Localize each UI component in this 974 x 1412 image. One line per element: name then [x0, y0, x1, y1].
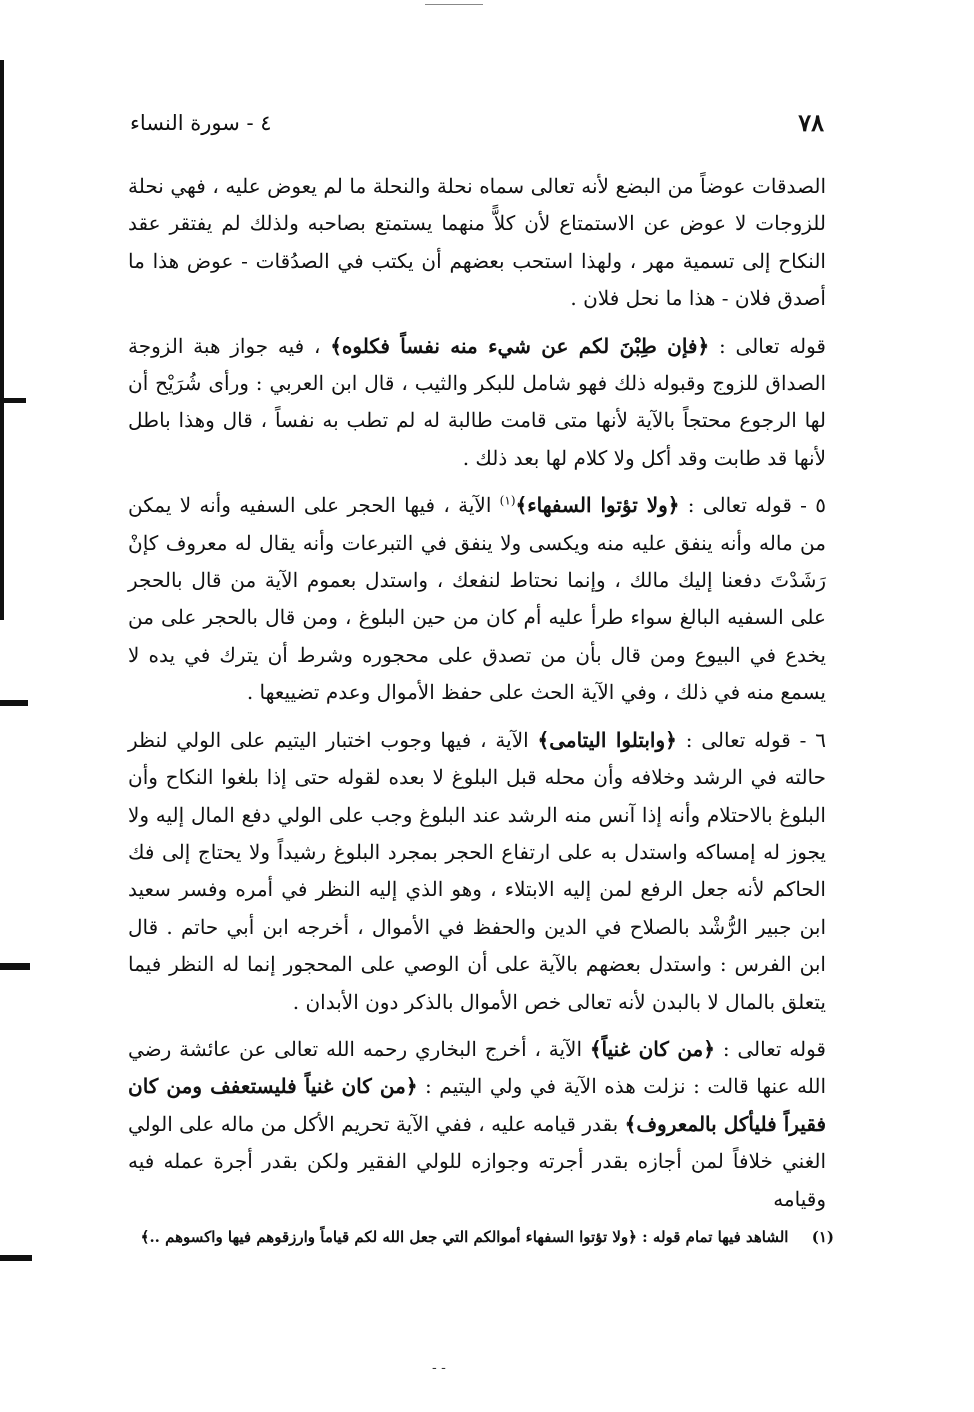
paragraph	[128, 168, 826, 318]
paragraph-text: قوله تعالى :	[709, 333, 826, 358]
paragraph-text: ٥ - قوله تعالى :	[679, 493, 826, 518]
binding-tick	[0, 963, 30, 970]
binding-tick	[0, 700, 28, 706]
footnote-number: (١)	[811, 1228, 834, 1246]
quran-verse: ﴿من كان غنياً فليستعفف ومن كان فقيراً فليأكل بالمعروف﴾	[128, 1074, 826, 1136]
paragraph-text: قوله تعالى :	[715, 1036, 826, 1061]
quran-verse: ﴿ولا تؤتوا السفهاء﴾	[515, 493, 680, 518]
quran-verse: ﴿من كان غنياً﴾	[589, 1036, 715, 1061]
paragraph-text: الآية ، فيها وجوب اختبار اليتيم على الولي لنظر حالته في الرشد وخلافه وأن محله قبل البلوغ لا بعده لقوله حتى إذا بلغوا النكاح وأن البلوغ بالاحتلام وأنه إذا آنس منه الرشد عند البلوغ وجب على الولي دفع المال إليه ولا يجوز له إمساكه واستدل به على ارتفاع الحجر بمجرد البلوغ رشيداً ولا يحتاج إلى فك الحاكم لأنه جعل الرفع لمن إليه الابتلاء ، وهو الذي إليه النظر في أمره وفسر سعيد ابن جبير الرُّشْد بالصلاح في الدين والحفظ في الأموال ، أخرجه ابن أبي حاتم . قال ابن الفرس : واستدل بعضهم بالآية على أن الوصي على المحجور إنما له النظر فيما يتعلق بالمال لا بالبدن لأنه تعالى خص الأموال بالذكر دون الأبدان .	[128, 727, 827, 1014]
body-text	[128, 168, 826, 1228]
binding-tick	[0, 398, 26, 403]
paragraph	[128, 328, 826, 478]
binding-mark	[0, 60, 4, 620]
paragraph-text: ٦ - قوله تعالى :	[676, 727, 826, 752]
paragraph	[128, 1031, 826, 1218]
paragraph-text: ، فيه جواز هبة الزوجة الصداق للزوج وقبوله ذلك فهو شامل للبكر والثيب ، قال ابن العربي : ورأى شُرَيْح أن لها الرجوع محتجاً بالآية لأنها متى قامت طالبة له لم تطب به نفساً ، قال وهذا باطل لأنها قد طابت وقد أكل ولا كلام لها بعد ذلك .	[128, 333, 826, 470]
paragraph-text: الآية ، أخرج البخاري رحمه الله تعالى عن عائشة رضي الله عنها قالت : نزلت هذه الآية في ولي اليتيم :	[128, 1036, 826, 1099]
bottom-mark: - -	[432, 1360, 446, 1376]
page-header	[130, 108, 824, 137]
quran-verse: ﴿فإن طِبْنَ لكم عن شيء منه نفساً فكلوه﴾	[330, 333, 710, 358]
paragraph	[128, 722, 826, 1021]
quran-verse: ﴿وابتلوا اليتامى﴾	[537, 727, 677, 752]
paragraph	[128, 487, 826, 711]
paragraph-text: بقدر قيامه عليه ، ففي الآية تحريم الأكل من ماله على الولي الغني خلافاً لمن أجازه بقدر أجرته وجوازه للولي الفقير ولكن بقدر أجرة عمله فيه وقيامه	[128, 1111, 826, 1211]
page-number: ٧٨	[798, 108, 824, 137]
footnote-text: الشاهد فيها تمام قوله : ﴿ولا تؤتوا السفهاء أموالكم التي جعل الله لكم قياماً وارزقوهم فيها واكسوهم ..﴾	[140, 1228, 789, 1246]
paragraph-text: الصدقات عوضاً من البضع لأنه تعالى سماه نحلة والنحلة ما لم يعوض عليه ، فهي نحلة للزوجات لا عوض عن الاستمتاع لأن كلاًّ منهما يستمتع بصاحبه ولذلك لم يفتقر عقد النكاح إلى تسمية مهر ، ولهذا استحب بعضهم أن يكتب في الصدُقات - عوض هذا ما أصدق فلان - هذا ما نحل فلان .	[128, 174, 826, 311]
top-rule	[425, 4, 483, 5]
paragraph-text: الآية ، فيها الحجر على السفيه وأنه لا يمكن من ماله وأنه ينفق عليه منه ويكسى ولا ينفق في التبرعات وأنه يقال له معروف كإنْ رَشَدْتَ دفعنا إليك مالك ، وإنما نحتاط لنفعك ، واستدل بعموم الآية من قال بالحجر على السفيه البالغ سواء طرأ عليه أم كان من حين البلوغ ، ومن قال بالحجر على من يخدع في البيوع ومن قال بأن من تصدق على محجوره وشرط أن يترك في يده لا يسمع منه في ذلك ، وفي الآية الحث على حفظ الأموال وعدم تضييعها .	[128, 493, 826, 705]
binding-tick	[0, 1255, 32, 1261]
chapter-title: ٤ - سورة النساء	[130, 110, 272, 135]
footnote	[140, 1228, 834, 1246]
footnote-ref: (١)	[499, 493, 516, 508]
